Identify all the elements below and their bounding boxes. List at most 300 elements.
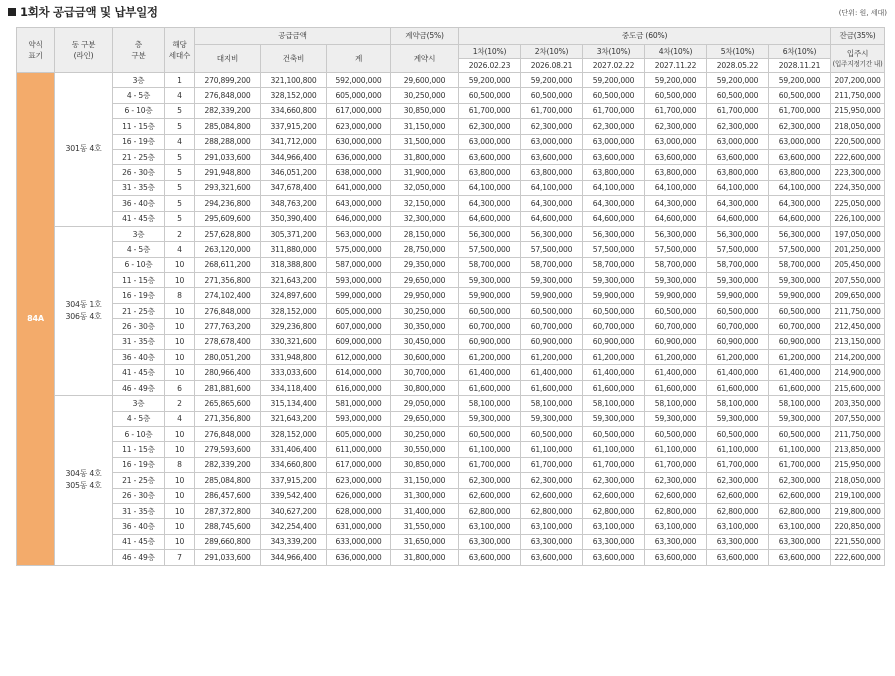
middle-6-cell: 60,500,000 <box>769 426 831 441</box>
middle-3-cell: 62,600,000 <box>583 488 645 503</box>
balance-cell: 215,950,000 <box>831 103 885 118</box>
floor-cell: 4 - 5층 <box>113 242 165 257</box>
middle-5-cell: 64,600,000 <box>707 211 769 226</box>
land-cell: 274,102,400 <box>195 288 261 303</box>
land-cell: 279,593,600 <box>195 442 261 457</box>
contract-cell: 30,550,000 <box>391 442 459 457</box>
units-cell: 10 <box>165 303 195 318</box>
middle-4-cell: 60,500,000 <box>645 426 707 441</box>
building-cell: 347,678,400 <box>261 180 327 195</box>
middle-6-cell: 60,500,000 <box>769 88 831 103</box>
land-cell: 285,084,800 <box>195 119 261 134</box>
building-cell: 331,948,800 <box>261 350 327 365</box>
dong-label: 304동 1호 306동 4호 <box>55 226 113 395</box>
middle-6-cell: 60,500,000 <box>769 303 831 318</box>
middle-3-cell: 59,900,000 <box>583 288 645 303</box>
middle-1-cell: 62,800,000 <box>459 503 521 518</box>
header-date-6: 2028.11.21 <box>769 59 831 73</box>
middle-5-cell: 63,600,000 <box>707 149 769 164</box>
floor-cell: 41 - 45층 <box>113 211 165 226</box>
title-bar <box>8 2 887 20</box>
table-row <box>17 426 885 441</box>
land-cell: 287,372,800 <box>195 503 261 518</box>
middle-4-cell: 63,100,000 <box>645 519 707 534</box>
middle-3-cell: 59,300,000 <box>583 273 645 288</box>
contract-cell: 29,650,000 <box>391 273 459 288</box>
table-row <box>17 519 885 534</box>
middle-5-cell: 61,600,000 <box>707 380 769 395</box>
middle-5-cell: 63,300,000 <box>707 534 769 549</box>
floor-cell: 36 - 40층 <box>113 196 165 211</box>
square-bullet-icon <box>8 8 16 16</box>
middle-6-cell: 62,300,000 <box>769 119 831 134</box>
middle-2-cell: 63,800,000 <box>521 165 583 180</box>
units-cell: 5 <box>165 211 195 226</box>
building-cell: 333,033,600 <box>261 365 327 380</box>
floor-cell: 16 - 19층 <box>113 457 165 472</box>
units-cell: 10 <box>165 319 195 334</box>
total-cell: 612,000,000 <box>327 350 391 365</box>
middle-2-cell: 59,300,000 <box>521 411 583 426</box>
floor-cell: 26 - 30층 <box>113 488 165 503</box>
contract-cell: 31,150,000 <box>391 119 459 134</box>
middle-5-cell: 57,500,000 <box>707 242 769 257</box>
middle-4-cell: 58,700,000 <box>645 257 707 272</box>
middle-5-cell: 62,300,000 <box>707 119 769 134</box>
floor-cell: 11 - 15층 <box>113 119 165 134</box>
middle-5-cell: 64,100,000 <box>707 180 769 195</box>
building-cell: 328,152,000 <box>261 303 327 318</box>
header-contract-when: 계약시 <box>391 45 459 73</box>
balance-cell: 203,350,000 <box>831 396 885 411</box>
table-row <box>17 365 885 380</box>
middle-1-cell: 63,300,000 <box>459 534 521 549</box>
table-row <box>17 503 885 518</box>
units-cell: 4 <box>165 411 195 426</box>
middle-4-cell: 63,000,000 <box>645 134 707 149</box>
units-cell: 8 <box>165 457 195 472</box>
building-cell: 328,152,000 <box>261 88 327 103</box>
floor-cell: 31 - 35층 <box>113 334 165 349</box>
contract-cell: 29,950,000 <box>391 288 459 303</box>
total-cell: 593,000,000 <box>327 273 391 288</box>
header-building: 건축비 <box>261 45 327 73</box>
middle-4-cell: 64,600,000 <box>645 211 707 226</box>
table-header <box>17 28 885 73</box>
total-cell: 628,000,000 <box>327 503 391 518</box>
building-cell: 334,660,800 <box>261 457 327 472</box>
floor-cell: 3층 <box>113 73 165 88</box>
contract-cell: 30,350,000 <box>391 319 459 334</box>
header-balance-note: (입주지정기간 내) <box>832 59 883 68</box>
floor-cell: 46 - 49층 <box>113 550 165 565</box>
middle-5-cell: 61,100,000 <box>707 442 769 457</box>
middle-4-cell: 58,100,000 <box>645 396 707 411</box>
middle-1-cell: 63,100,000 <box>459 519 521 534</box>
middle-3-cell: 63,300,000 <box>583 534 645 549</box>
land-cell: 280,966,400 <box>195 365 261 380</box>
middle-6-cell: 61,100,000 <box>769 442 831 457</box>
middle-6-cell: 58,100,000 <box>769 396 831 411</box>
balance-cell: 215,950,000 <box>831 457 885 472</box>
contract-cell: 30,250,000 <box>391 88 459 103</box>
middle-1-cell: 58,100,000 <box>459 396 521 411</box>
table-row <box>17 411 885 426</box>
floor-cell: 31 - 35층 <box>113 503 165 518</box>
table-row <box>17 350 885 365</box>
contract-cell: 28,750,000 <box>391 242 459 257</box>
middle-4-cell: 62,300,000 <box>645 119 707 134</box>
contract-cell: 31,150,000 <box>391 473 459 488</box>
middle-1-cell: 59,200,000 <box>459 73 521 88</box>
unit-note: (단위: 원, 세대) <box>838 9 887 17</box>
middle-1-cell: 62,300,000 <box>459 473 521 488</box>
middle-3-cell: 62,300,000 <box>583 119 645 134</box>
middle-1-cell: 64,300,000 <box>459 196 521 211</box>
contract-cell: 29,350,000 <box>391 257 459 272</box>
total-cell: 630,000,000 <box>327 134 391 149</box>
middle-1-cell: 63,600,000 <box>459 550 521 565</box>
units-cell: 10 <box>165 534 195 549</box>
middle-4-cell: 64,100,000 <box>645 180 707 195</box>
middle-2-cell: 58,100,000 <box>521 396 583 411</box>
type-label: 84A <box>17 73 55 566</box>
balance-cell: 211,750,000 <box>831 88 885 103</box>
contract-cell: 30,250,000 <box>391 426 459 441</box>
total-cell: 599,000,000 <box>327 288 391 303</box>
middle-5-cell: 59,200,000 <box>707 73 769 88</box>
middle-1-cell: 59,300,000 <box>459 411 521 426</box>
middle-2-cell: 61,700,000 <box>521 457 583 472</box>
header-date-2: 2026.08.21 <box>521 59 583 73</box>
balance-cell: 222,600,000 <box>831 149 885 164</box>
land-cell: 276,848,000 <box>195 88 261 103</box>
middle-6-cell: 62,800,000 <box>769 503 831 518</box>
table-row <box>17 226 885 241</box>
contract-cell: 31,650,000 <box>391 534 459 549</box>
floor-cell: 16 - 19층 <box>113 288 165 303</box>
middle-4-cell: 63,800,000 <box>645 165 707 180</box>
middle-1-cell: 62,600,000 <box>459 488 521 503</box>
building-cell: 318,388,800 <box>261 257 327 272</box>
building-cell: 334,660,800 <box>261 103 327 118</box>
balance-cell: 211,750,000 <box>831 426 885 441</box>
floor-cell: 6 - 10층 <box>113 426 165 441</box>
building-cell: 337,915,200 <box>261 119 327 134</box>
contract-cell: 30,850,000 <box>391 457 459 472</box>
header-supply-price: 공급금액 <box>195 28 391 45</box>
middle-4-cell: 60,500,000 <box>645 303 707 318</box>
dong-label: 304동 4호 305동 4호 <box>55 396 113 565</box>
floor-cell: 41 - 45층 <box>113 365 165 380</box>
building-cell: 334,118,400 <box>261 380 327 395</box>
contract-cell: 32,300,000 <box>391 211 459 226</box>
middle-2-cell: 63,600,000 <box>521 149 583 164</box>
total-cell: 605,000,000 <box>327 426 391 441</box>
contract-cell: 28,150,000 <box>391 226 459 241</box>
units-cell: 5 <box>165 119 195 134</box>
middle-2-cell: 64,100,000 <box>521 180 583 195</box>
total-cell: 593,000,000 <box>327 411 391 426</box>
middle-4-cell: 60,500,000 <box>645 88 707 103</box>
middle-6-cell: 63,600,000 <box>769 149 831 164</box>
middle-3-cell: 59,300,000 <box>583 411 645 426</box>
table-row <box>17 380 885 395</box>
middle-3-cell: 60,900,000 <box>583 334 645 349</box>
middle-5-cell: 64,300,000 <box>707 196 769 211</box>
header-type-abbr: 약식 표기 <box>17 28 55 73</box>
header-installment-4: 4차(10%) <box>645 45 707 59</box>
units-cell: 2 <box>165 396 195 411</box>
total-cell: 636,000,000 <box>327 149 391 164</box>
middle-2-cell: 56,300,000 <box>521 226 583 241</box>
middle-6-cell: 57,500,000 <box>769 242 831 257</box>
floor-cell: 6 - 10층 <box>113 257 165 272</box>
total-cell: 592,000,000 <box>327 73 391 88</box>
total-cell: 617,000,000 <box>327 457 391 472</box>
land-cell: 291,948,800 <box>195 165 261 180</box>
middle-3-cell: 58,700,000 <box>583 257 645 272</box>
middle-6-cell: 63,000,000 <box>769 134 831 149</box>
units-cell: 5 <box>165 196 195 211</box>
table-row <box>17 211 885 226</box>
middle-3-cell: 61,400,000 <box>583 365 645 380</box>
land-cell: 263,120,000 <box>195 242 261 257</box>
middle-1-cell: 61,700,000 <box>459 103 521 118</box>
building-cell: 337,915,200 <box>261 473 327 488</box>
building-cell: 344,966,400 <box>261 550 327 565</box>
middle-1-cell: 61,200,000 <box>459 350 521 365</box>
land-cell: 282,339,200 <box>195 103 261 118</box>
units-cell: 10 <box>165 350 195 365</box>
floor-cell: 6 - 10층 <box>113 103 165 118</box>
middle-3-cell: 61,200,000 <box>583 350 645 365</box>
units-cell: 10 <box>165 334 195 349</box>
middle-4-cell: 62,300,000 <box>645 473 707 488</box>
middle-4-cell: 61,600,000 <box>645 380 707 395</box>
total-cell: 611,000,000 <box>327 442 391 457</box>
middle-2-cell: 60,500,000 <box>521 88 583 103</box>
contract-cell: 31,400,000 <box>391 503 459 518</box>
middle-2-cell: 63,300,000 <box>521 534 583 549</box>
building-cell: 350,390,400 <box>261 211 327 226</box>
land-cell: 271,356,800 <box>195 411 261 426</box>
floor-cell: 4 - 5층 <box>113 411 165 426</box>
building-cell: 315,134,400 <box>261 396 327 411</box>
table-row <box>17 319 885 334</box>
land-cell: 268,611,200 <box>195 257 261 272</box>
total-cell: 631,000,000 <box>327 519 391 534</box>
contract-cell: 31,550,000 <box>391 519 459 534</box>
balance-cell: 219,800,000 <box>831 503 885 518</box>
contract-cell: 32,050,000 <box>391 180 459 195</box>
total-cell: 616,000,000 <box>327 380 391 395</box>
page-title <box>8 4 158 20</box>
middle-4-cell: 61,700,000 <box>645 457 707 472</box>
balance-cell: 214,900,000 <box>831 365 885 380</box>
middle-6-cell: 64,100,000 <box>769 180 831 195</box>
middle-3-cell: 57,500,000 <box>583 242 645 257</box>
page-title-text: 1회차 공급금액 및 납부일정 <box>20 5 158 19</box>
building-cell: 341,712,000 <box>261 134 327 149</box>
contract-cell: 29,050,000 <box>391 396 459 411</box>
header-date-4: 2027.11.22 <box>645 59 707 73</box>
middle-5-cell: 59,900,000 <box>707 288 769 303</box>
middle-2-cell: 62,600,000 <box>521 488 583 503</box>
land-cell: 285,084,800 <box>195 473 261 488</box>
header-balance-when <box>831 45 885 73</box>
middle-6-cell: 61,400,000 <box>769 365 831 380</box>
total-cell: 617,000,000 <box>327 103 391 118</box>
table-row <box>17 396 885 411</box>
total-cell: 605,000,000 <box>327 303 391 318</box>
middle-4-cell: 61,400,000 <box>645 365 707 380</box>
contract-cell: 31,300,000 <box>391 488 459 503</box>
building-cell: 342,254,400 <box>261 519 327 534</box>
middle-4-cell: 63,300,000 <box>645 534 707 549</box>
header-land: 대지비 <box>195 45 261 73</box>
middle-5-cell: 60,500,000 <box>707 303 769 318</box>
balance-cell: 215,600,000 <box>831 380 885 395</box>
middle-5-cell: 62,600,000 <box>707 488 769 503</box>
building-cell: 321,643,200 <box>261 273 327 288</box>
building-cell: 340,627,200 <box>261 503 327 518</box>
table-row <box>17 488 885 503</box>
middle-3-cell: 64,600,000 <box>583 211 645 226</box>
middle-1-cell: 63,000,000 <box>459 134 521 149</box>
middle-6-cell: 62,300,000 <box>769 473 831 488</box>
middle-2-cell: 64,600,000 <box>521 211 583 226</box>
contract-cell: 31,900,000 <box>391 165 459 180</box>
units-cell: 4 <box>165 88 195 103</box>
floor-cell: 4 - 5층 <box>113 88 165 103</box>
balance-cell: 205,450,000 <box>831 257 885 272</box>
middle-3-cell: 63,600,000 <box>583 550 645 565</box>
table-row <box>17 196 885 211</box>
middle-6-cell: 60,900,000 <box>769 334 831 349</box>
middle-1-cell: 60,500,000 <box>459 426 521 441</box>
land-cell: 276,848,000 <box>195 303 261 318</box>
table-row <box>17 73 885 88</box>
middle-1-cell: 59,300,000 <box>459 273 521 288</box>
middle-4-cell: 61,100,000 <box>645 442 707 457</box>
middle-2-cell: 61,400,000 <box>521 365 583 380</box>
table-row <box>17 288 885 303</box>
middle-1-cell: 56,300,000 <box>459 226 521 241</box>
balance-cell: 209,650,000 <box>831 288 885 303</box>
middle-4-cell: 59,300,000 <box>645 411 707 426</box>
land-cell: 291,033,600 <box>195 550 261 565</box>
land-cell: 288,745,600 <box>195 519 261 534</box>
land-cell: 280,051,200 <box>195 350 261 365</box>
middle-2-cell: 61,600,000 <box>521 380 583 395</box>
units-cell: 4 <box>165 242 195 257</box>
floor-cell: 36 - 40층 <box>113 519 165 534</box>
header-installment-3: 3차(10%) <box>583 45 645 59</box>
units-cell: 10 <box>165 488 195 503</box>
building-cell: 344,966,400 <box>261 149 327 164</box>
table-row <box>17 134 885 149</box>
balance-cell: 226,100,000 <box>831 211 885 226</box>
middle-1-cell: 57,500,000 <box>459 242 521 257</box>
table-row <box>17 442 885 457</box>
middle-2-cell: 58,700,000 <box>521 257 583 272</box>
land-cell: 294,236,800 <box>195 196 261 211</box>
contract-cell: 29,650,000 <box>391 411 459 426</box>
building-cell: 328,152,000 <box>261 426 327 441</box>
balance-cell: 212,450,000 <box>831 319 885 334</box>
middle-4-cell: 59,300,000 <box>645 273 707 288</box>
balance-cell: 207,200,000 <box>831 73 885 88</box>
middle-2-cell: 63,000,000 <box>521 134 583 149</box>
middle-6-cell: 64,600,000 <box>769 211 831 226</box>
table-row <box>17 257 885 272</box>
middle-3-cell: 61,100,000 <box>583 442 645 457</box>
price-schedule-table <box>16 27 885 566</box>
table-row <box>17 88 885 103</box>
middle-6-cell: 61,700,000 <box>769 457 831 472</box>
middle-6-cell: 63,300,000 <box>769 534 831 549</box>
middle-2-cell: 59,900,000 <box>521 288 583 303</box>
units-cell: 10 <box>165 273 195 288</box>
total-cell: 643,000,000 <box>327 196 391 211</box>
header-installment-6: 6차(10%) <box>769 45 831 59</box>
total-cell: 575,000,000 <box>327 242 391 257</box>
balance-cell: 221,550,000 <box>831 534 885 549</box>
land-cell: 291,033,600 <box>195 149 261 164</box>
building-cell: 311,880,000 <box>261 242 327 257</box>
contract-cell: 31,500,000 <box>391 134 459 149</box>
middle-3-cell: 60,700,000 <box>583 319 645 334</box>
total-cell: 605,000,000 <box>327 88 391 103</box>
total-cell: 587,000,000 <box>327 257 391 272</box>
header-balance: 잔금(35%) <box>831 28 885 45</box>
balance-cell: 197,050,000 <box>831 226 885 241</box>
units-cell: 10 <box>165 365 195 380</box>
building-cell: 330,321,600 <box>261 334 327 349</box>
dong-label: 301동 4호 <box>55 73 113 227</box>
header-date-5: 2028.05.22 <box>707 59 769 73</box>
units-cell: 7 <box>165 550 195 565</box>
middle-5-cell: 61,400,000 <box>707 365 769 380</box>
middle-4-cell: 61,700,000 <box>645 103 707 118</box>
middle-1-cell: 64,600,000 <box>459 211 521 226</box>
middle-2-cell: 62,300,000 <box>521 119 583 134</box>
middle-3-cell: 63,100,000 <box>583 519 645 534</box>
middle-2-cell: 61,100,000 <box>521 442 583 457</box>
header-installment-1: 1차(10%) <box>459 45 521 59</box>
middle-4-cell: 60,700,000 <box>645 319 707 334</box>
total-cell: 641,000,000 <box>327 180 391 195</box>
contract-cell: 30,450,000 <box>391 334 459 349</box>
table-row <box>17 550 885 565</box>
units-cell: 10 <box>165 426 195 441</box>
total-cell: 614,000,000 <box>327 365 391 380</box>
floor-cell: 21 - 25층 <box>113 303 165 318</box>
land-cell: 282,339,200 <box>195 457 261 472</box>
middle-1-cell: 61,600,000 <box>459 380 521 395</box>
middle-6-cell: 59,900,000 <box>769 288 831 303</box>
balance-cell: 214,200,000 <box>831 350 885 365</box>
units-cell: 5 <box>165 149 195 164</box>
header-balance-when-text: 입주시 <box>846 48 869 58</box>
land-cell: 270,899,200 <box>195 73 261 88</box>
contract-cell: 32,150,000 <box>391 196 459 211</box>
middle-6-cell: 63,800,000 <box>769 165 831 180</box>
units-cell: 10 <box>165 519 195 534</box>
total-cell: 646,000,000 <box>327 211 391 226</box>
middle-5-cell: 63,600,000 <box>707 550 769 565</box>
